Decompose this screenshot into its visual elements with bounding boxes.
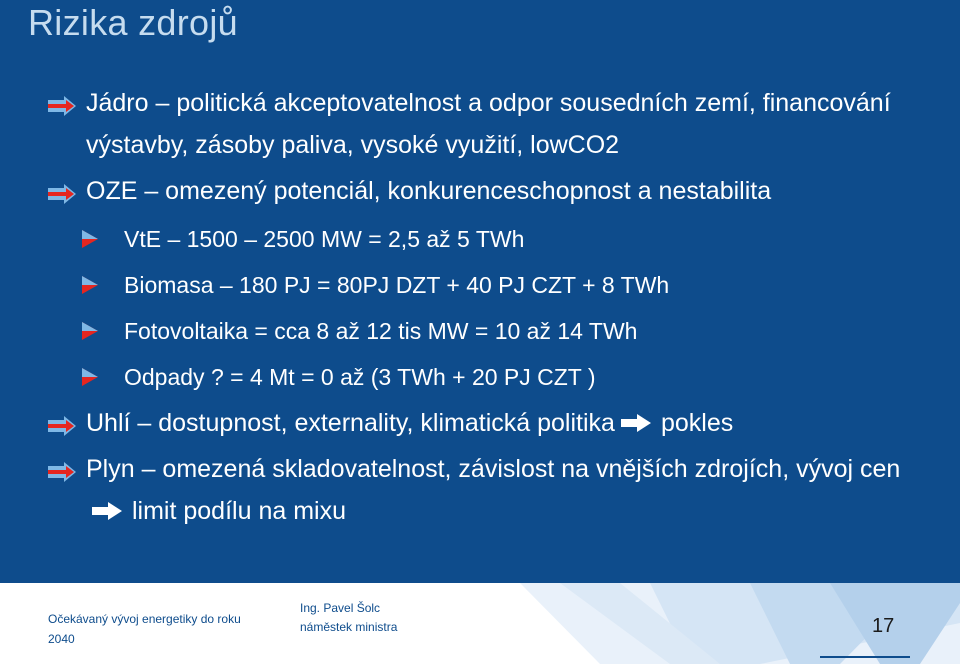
bullet-uhli-text <box>86 402 926 444</box>
bullet-arrow-icon <box>48 416 76 436</box>
bullet-jadro-text: Jádro – politická akceptovatelnost a odpor sousedních zemí, financování výstavby, zásoby paliva, vysoké využití, lowCO2 <box>86 89 891 159</box>
bullet-uhli-text-before: Uhlí – dostupnost, externality, klimatická politika <box>86 409 615 437</box>
bullet-uhli-text-after: pokles <box>660 409 734 437</box>
footer-author-role: náměstek ministra <box>300 620 398 634</box>
bullet-plyn-text <box>86 448 906 532</box>
subbullet-fotovoltaika-text: Fotovoltaika = cca 8 až 12 tis MW = 10 až 14 TWh <box>124 318 638 344</box>
triangle-bullet-icon <box>82 276 98 294</box>
bullet-plyn-text-before: Plyn – omezená skladovatelnost, závislost na vnějších zdrojích, vývoj cen <box>86 455 901 483</box>
triangle-bullet-icon <box>82 322 98 340</box>
page-number-underline <box>820 656 910 658</box>
footer-presentation-title: Očekávaný vývoj energetiky do roku 2040 <box>48 612 241 646</box>
implies-arrow-icon <box>621 414 651 432</box>
subbullet-biomasa-text: Biomasa – 180 PJ = 80PJ DZT + 40 PJ CZT + 8 TWh <box>124 272 670 298</box>
bullet-arrow-icon <box>48 462 76 482</box>
bullet-oze-text: OZE – omezený potenciál, konkurenceschopnost a nestabilita <box>86 177 772 205</box>
footer-author <box>300 599 500 637</box>
bullet-plyn-text-after: limit podílu na mixu <box>132 497 346 525</box>
footer-author-name: Ing. Pavel Šolc <box>300 601 381 615</box>
subbullet-odpady-text: Odpady ? = 4 Mt = 0 až (3 TWh + 20 PJ CZT ) <box>124 364 596 390</box>
bullet-arrow-icon <box>48 184 76 204</box>
subbullet-vte-text: VtE – 1500 – 2500 MW = 2,5 až 5 TWh <box>124 226 525 252</box>
page-number: 17 <box>872 615 895 637</box>
triangle-bullet-icon <box>82 230 98 248</box>
implies-arrow-icon <box>92 502 122 520</box>
bullet-arrow-icon <box>48 96 76 116</box>
slide-title: Rizika zdrojů <box>28 2 238 43</box>
triangle-bullet-icon <box>82 368 98 386</box>
slide-footer <box>0 583 960 664</box>
